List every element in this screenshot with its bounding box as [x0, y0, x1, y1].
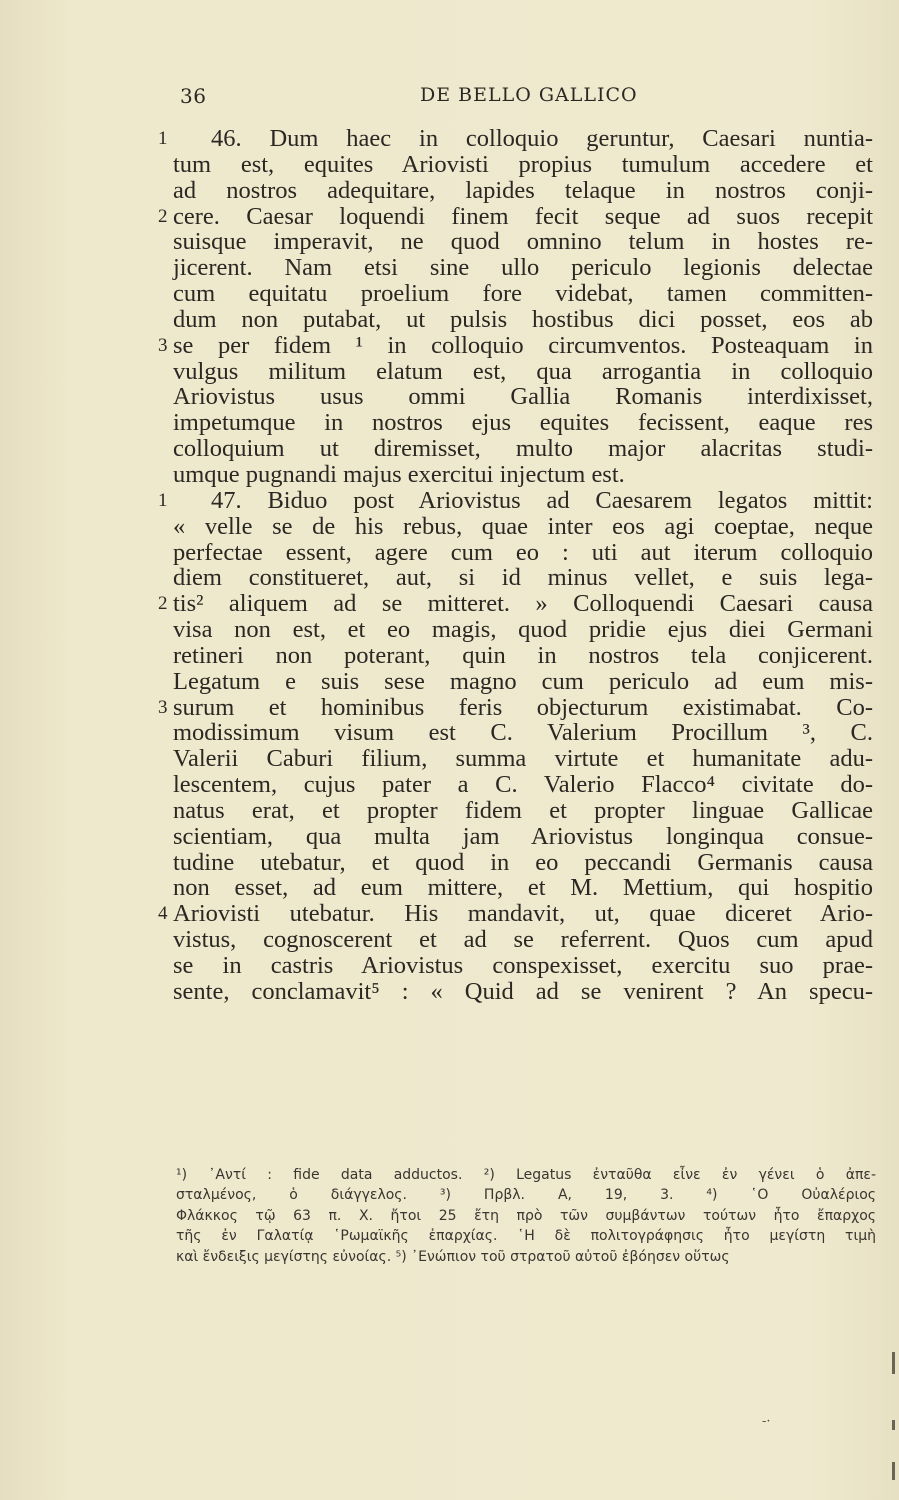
line-text: Ariovistus usus ommi Gallia Romanis interdixisset, — [173, 383, 873, 411]
line-text: surum et hominibus feris objecturum existimabat. Co- — [173, 693, 873, 721]
line-text: Valerii Caburi filium, summa virtute et humanitate adu- — [173, 745, 873, 773]
running-title: DE BELLO GALLICO — [420, 84, 638, 106]
section-number: 1 — [158, 489, 168, 511]
line-text: 47. Biduo post Ariovistus ad Caesarem legatos mittit: — [211, 486, 873, 514]
text-line — [173, 798, 873, 824]
page-edge-mark — [892, 1352, 895, 1374]
line-text: tum est, equites Ariovisti propius tumulum accedere et — [173, 150, 873, 178]
section-number: 3 — [158, 696, 168, 718]
text-line — [173, 617, 873, 643]
line-text: Legatum e suis sese magno cum periculo ad eum mis- — [173, 667, 873, 695]
line-text: natus erat, et propter fidem et propter linguae Gallicae — [173, 796, 873, 824]
text-line — [158, 331, 873, 359]
page-number: 36 — [180, 84, 207, 108]
text-line — [173, 462, 873, 488]
text-line — [173, 643, 873, 669]
line-text: se per fidem ¹ in colloquio circumventos. Posteaquam in — [173, 331, 873, 359]
line-text: umque pugnandi majus exercitui injectum est. — [173, 460, 625, 488]
text-line — [173, 772, 873, 798]
text-line — [173, 875, 873, 901]
line-text: se in castris Ariovistus conspexisset, exercitu suo prae- — [173, 952, 873, 979]
line-text: 46. Dum haec in colloquio geruntur, Caesari nuntia- — [211, 125, 873, 152]
page-edge-mark — [892, 1420, 895, 1430]
text-line — [158, 900, 873, 928]
text-line — [173, 720, 873, 746]
text-line — [173, 979, 873, 1005]
text-line — [173, 229, 873, 255]
text-line — [173, 436, 873, 462]
line-text: retineri non poterant, quin in nostros tela conjicerent. — [173, 641, 873, 669]
line-text: modissimum visum est C. Valerium Procillum ³, C. — [173, 719, 873, 747]
text-line — [173, 669, 873, 695]
text-line — [173, 850, 873, 876]
text-line — [158, 486, 873, 514]
section-number: 2 — [158, 205, 168, 227]
line-text: vulgus militum elatum est, qua arrogantia in colloquio — [173, 357, 873, 385]
line-text: jicerent. Nam etsi sine ullo periculo legionis delectae — [173, 254, 873, 282]
line-text: diem constitueret, aut, si id minus vellet, e suis lega- — [173, 564, 873, 592]
line-text: perfectae essent, agere cum eo : uti aut iterum colloquio — [173, 538, 873, 566]
line-text: lescentem, cujus pater a C. Valerio Flacco⁴ civitate do- — [173, 771, 873, 799]
line-text: dum non putabat, ut pulsis hostibus dici posset, eos ab — [173, 305, 873, 333]
text-line — [173, 384, 873, 410]
footnote-line: σταλμένος, ὁ διάγγελος. ³) Πρβλ. A, 19, 3. ⁴) ῾Ο Οὐαλέριος — [176, 1187, 876, 1204]
line-text: cum equitatu proelium fore videbat, tamen committen- — [173, 280, 873, 308]
line-text: « velle se de his rebus, quae inter eos agi coeptae, neque — [173, 512, 873, 540]
line-text: vistus, cognoscerent et ad se referrent. Quos cum apud — [173, 926, 873, 954]
text-line — [173, 514, 873, 540]
main-text — [158, 125, 873, 1005]
line-text: cere. Caesar loquendi finem fecit seque ad suos recepit — [173, 202, 873, 230]
text-line — [158, 125, 873, 152]
line-text: visa non est, et eo magis, quod pridie ejus diei Germani — [173, 616, 873, 644]
line-text: suisque imperavit, ne quod omnino telum in hostes re- — [173, 228, 873, 256]
page-header — [180, 84, 870, 114]
line-text: colloquium ut diremisset, multo major alacritas studi- — [173, 435, 873, 463]
footnote-line: τῆς ἐν Γαλατίᾳ ῾Ρωμαϊκῆς ἐπαρχίας. ῾Η δὲ πολιτογράφησις ἦτο μεγίστη τιμὴ — [176, 1228, 876, 1245]
footnote-line: ¹) ᾽Αντί : fide data adductos. ²) Legatus ἐνταῦθα εἶνε ἐν γένει ὁ ἀπε- — [176, 1167, 876, 1183]
text-line — [158, 202, 873, 230]
footnote-line: καὶ ἔνδειξις μεγίστης εὐνοίας. ⁵) ᾽Ενώπιον τοῦ στρατοῦ αὐτοῦ ἐβόησεν οὕτως — [176, 1248, 730, 1265]
section-number: 4 — [158, 903, 168, 925]
section-number: 2 — [158, 593, 168, 615]
line-text: sente, conclamavit⁵ : « Quid ad se venirent ? An specu- — [173, 977, 873, 1005]
line-text: impetumque in nostros ejus equites fecissent, eaque res — [173, 409, 873, 437]
line-text: ad nostros adequitare, lapides telaque in nostros conji- — [173, 176, 873, 204]
text-line — [173, 307, 873, 333]
text-line — [173, 824, 873, 850]
text-line — [173, 746, 873, 772]
text-line — [158, 693, 873, 721]
text-line — [173, 152, 873, 178]
text-line — [173, 281, 873, 307]
section-number: 1 — [158, 128, 168, 149]
page-edge-mark — [892, 1462, 895, 1480]
line-text: tis² aliquem ad se mitteret. » Colloquendi Caesari causa — [173, 590, 873, 618]
line-text: tudine utebatur, et quod in eo peccandi Germanis causa — [173, 848, 873, 876]
text-line — [173, 178, 873, 204]
footnote-line: Φλάκκος τῷ 63 π. Χ. ἤτοι 25 ἔτη πρὸ τῶν συμβάντων τούτων ἦτο ἔπαρχος — [176, 1207, 876, 1224]
text-line — [173, 410, 873, 436]
text-line — [173, 359, 873, 385]
line-text: scientiam, qua multa jam Ariovistus longinqua consue- — [173, 822, 873, 850]
line-text: non esset, ad eum mittere, et M. Mettium, qui hospitio — [173, 874, 873, 902]
stray-mark: -· — [762, 1414, 771, 1429]
text-line — [158, 590, 873, 618]
text-line — [173, 540, 873, 566]
footnotes — [176, 1165, 876, 1267]
text-line — [173, 565, 873, 591]
line-text: Ariovisti utebatur. His mandavit, ut, quae diceret Ario- — [173, 900, 873, 928]
text-line — [173, 953, 873, 979]
text-line — [173, 927, 873, 953]
text-line — [173, 255, 873, 281]
section-number: 3 — [158, 334, 168, 356]
